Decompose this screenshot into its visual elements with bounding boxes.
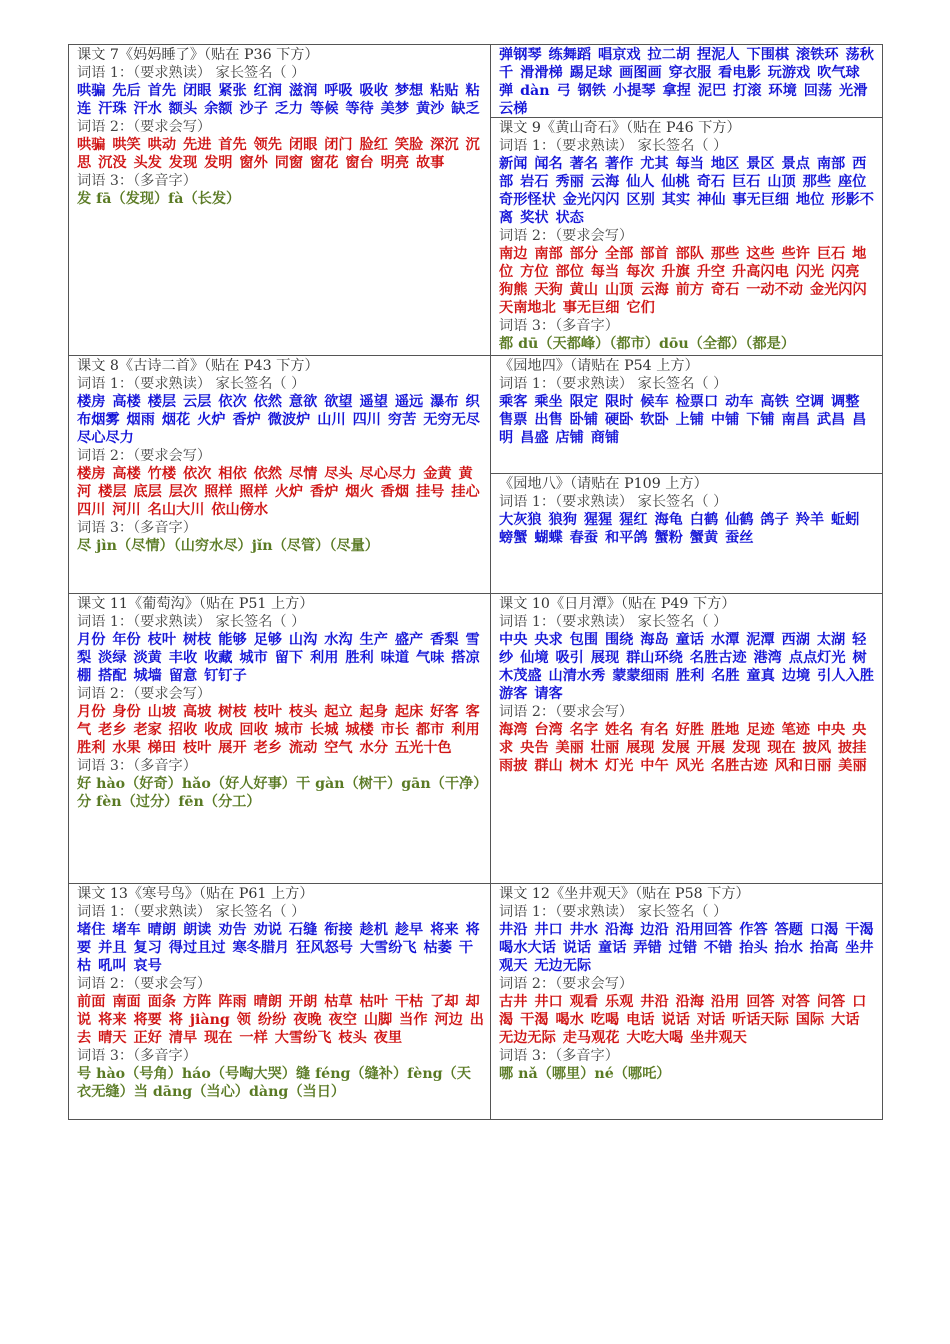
- words-1-label: 词语 1：（要求熟读） 家长签名（ ）: [77, 904, 306, 920]
- words-2-label: 词语 2：（要求会写）: [499, 976, 634, 992]
- sheet-row-4: [69, 884, 883, 1120]
- words-1-label: 词语 1：（要求熟读） 家长签名（ ）: [499, 614, 728, 630]
- words-2-label: 词语 2：（要求会写）: [499, 704, 634, 720]
- words-1-list: 月份 年份 枝叶 树枝 能够 足够 山沟 水沟 生产 盛产 香梨 雪梨 淡绿 淡黄 丰收 收藏 城市 留下 利用 胜利 味道 气味 搭凉棚 搭配 城墙 留意 钉钉子: [77, 632, 480, 684]
- words-1-label: 词语 1：（要求熟读） 家长签名（ ）: [77, 614, 306, 630]
- lesson-title: 课文 10《日月潭》（贴在 P49 下方）: [499, 596, 736, 612]
- words-3-label: 词语 3：（多音字）: [77, 758, 197, 774]
- lesson-title: 课文 13《寒号鸟》（贴在 P61 上方）: [77, 886, 314, 902]
- words-3-label: 词语 3：（多音字）: [499, 1048, 619, 1064]
- lesson-title: 课文 7《妈妈睡了》（贴在 P36 下方）: [77, 47, 319, 63]
- vocabulary-sheet: [68, 44, 883, 1120]
- words-2-list: 哄骗 哄笑 哄动 先进 首先 领先 闭眼 闭门 脸红 笑脸 深沉 沉思 沉没 头发 发现 发明 窗外 同窗 窗花 窗台 明亮 故事: [77, 137, 480, 171]
- words-2-list: 海湾 台湾 名字 姓名 有名 好胜 胜地 足迹 笔迹 中央 央求 央告 美丽 壮丽 展现 发展 开展 发现 现在 披风 披挂 雨披 群山 树木 灯光 中午 风光 名胜古迹 风和日丽 美丽: [499, 722, 867, 774]
- words-2-label: 词语 2：（要求会写）: [77, 976, 212, 992]
- cell-lesson-12: [491, 884, 883, 1120]
- lesson-title: 课文 9《黄山奇石》（贴在 P46 下方）: [499, 120, 741, 136]
- cell-lesson-9: [491, 117, 882, 355]
- lesson-title: 课文 8《古诗二首》（贴在 P43 下方）: [77, 358, 319, 374]
- words-1-label: 词语 1：（要求熟读） 家长签名（ ）: [499, 494, 728, 510]
- words-1-label: 词语 1：（要求熟读） 家长签名（ ）: [77, 65, 306, 81]
- cell-garden-sections: [491, 356, 883, 594]
- words-2-label: 词语 2：（要求会写）: [77, 448, 212, 464]
- words-2-label: 词语 2：（要求会写）: [77, 686, 212, 702]
- words-2-label: 词语 2：（要求会写）: [499, 228, 634, 244]
- polyphone-list: 哪 nǎ（哪里）né（哪吒）: [499, 1066, 671, 1082]
- words-2-list: 古井 井口 观看 乐观 井沿 沿海 沿用 回答 对答 问答 口渴 干渴 喝水 吃喝 电话 说话 对话 听话天际 国际 大话 无边无际 走马观花 大吃大喝 坐井观天: [499, 994, 867, 1046]
- words-3-label: 词语 3：（多音字）: [77, 520, 197, 536]
- words-2-list: 楼房 高楼 竹楼 依次 相依 依然 尽情 尽头 尽心尽力 金黄 黄河 楼层 底层 层次 照样 照样 火炉 香炉 烟火 香烟 挂号 挂心 四川 河川 名山大川 依山傍水: [77, 466, 480, 518]
- words-1-label: 词语 1：（要求熟读） 家长签名（ ）: [499, 376, 728, 392]
- cell-top-words: [491, 45, 882, 117]
- words-list: 弹钢琴 练舞蹈 唱京戏 拉二胡 捏泥人 下围棋 滚铁环 荡秋千 滑滑梯 踢足球 画图画 穿衣服 看电影 玩游戏 吹气球 弹 dàn 弓 钢铁 小提琴 拿捏 泥巴 打滚 环境 回荡 光滑 云梯: [499, 47, 874, 117]
- polyphone-list: 尽 jìn（尽情）（山穷水尽）jǐn（尽管）（尽量）: [77, 538, 379, 554]
- section-title: 《园地八》（请贴在 P109 上方）: [499, 476, 708, 492]
- words-3-label: 词语 3：（多音字）: [77, 173, 197, 189]
- words-1-list: 新闻 闻名 著名 著作 尤其 每当 地区 景区 景点 南部 西部 岩石 秀丽 云海 仙人 仙桃 奇石 巨石 山顶 那些 座位 奇形怪状 金光闪闪 区别 其实 神仙 事无巨细 地位 形影不离 奖状 状态: [499, 156, 874, 226]
- cell-right-top: [491, 45, 883, 356]
- words-3-label: 词语 3：（多音字）: [77, 1048, 197, 1064]
- words-1-list: 堵住 堵车 晴朗 朗读 劝告 劝说 石缝 衔接 趁机 趁早 将来 将要 并且 复习 得过且过 寒冬腊月 狂风怒号 大雪纷飞 枯萎 干枯 吼叫 哀号: [77, 922, 480, 974]
- sheet-row-2: [69, 356, 883, 594]
- lesson-title: 课文 11《葡萄沟》（贴在 P51 上方）: [77, 596, 314, 612]
- cell-garden-8: [491, 473, 882, 549]
- cell-lesson-13: [69, 884, 491, 1120]
- words-1-list: 乘客 乘坐 限定 限时 候车 检票口 动车 高铁 空调 调整 售票 出售 卧铺 硬卧 软卧 上铺 中铺 下铺 南昌 武昌 昌明 昌盛 店铺 商铺: [499, 394, 867, 446]
- polyphone-list: 号 hào（号角）háo（号啕大哭）缝 féng（缝补）fèng（天衣无缝）当 dāng（当心）dàng（当日）: [77, 1066, 471, 1100]
- words-3-label: 词语 3：（多音字）: [499, 318, 619, 334]
- cell-lesson-10: [491, 594, 883, 884]
- words-2-label: 词语 2：（要求会写）: [77, 119, 212, 135]
- words-1-list: 井沿 井口 井水 沿海 边沿 沿用回答 作答 答题 口渴 干渴 喝水大话 说话 童话 弄错 过错 不错 抬头 抬水 抬高 坐井观天 无边无际: [499, 922, 874, 974]
- words-1-label: 词语 1：（要求熟读） 家长签名（ ）: [77, 376, 306, 392]
- cell-garden-4: [491, 356, 882, 473]
- section-title: 《园地四》（请贴在 P54 上方）: [499, 358, 699, 374]
- words-1-list: 大灰狼 狼狗 猩猩 猩红 海龟 白鹤 仙鹤 鸽子 羚羊 蚯蚓 螃蟹 蝴蝶 春蚕 和平鸽 蟹粉 蟹黄 蚕丝: [499, 512, 860, 546]
- sheet-row-3: [69, 594, 883, 884]
- words-2-list: 南边 南部 部分 全部 部首 部队 那些 这些 些许 巨石 地位 方位 部位 每当 每次 升旗 升空 升高闪电 闪光 闪亮 狗熊 天狗 黄山 山顶 云海 前方 奇石 一动不动 金光闪闪 天南地北 事无巨细 它们: [499, 246, 867, 316]
- polyphone-list: 好 hào（好奇）hǎo（好人好事）干 gàn（树干）gān（干净）分 fèn（过分）fēn（分工）: [77, 776, 481, 810]
- lesson-title: 课文 12《坐井观天》（贴在 P58 下方）: [499, 886, 750, 902]
- cell-lesson-8: [69, 356, 491, 594]
- words-1-list: 哄骗 先后 首先 闭眼 紧张 红润 滋润 呼吸 吸收 梦想 粘贴 粘连 汗珠 汗水 额头 余额 沙子 乏力 等候 等待 美梦 黄沙 缺乏: [77, 83, 480, 117]
- words-1-list: 楼房 高楼 楼层 云层 依次 依然 意欲 欲望 遥望 遥远 瀑布 织布烟雾 烟雨 烟花 火炉 香炉 微波炉 山川 四川 穷苦 无穷无尽 尽心尽力: [77, 394, 480, 446]
- sheet-row-1: [69, 45, 883, 356]
- words-1-label: 词语 1：（要求熟读） 家长签名（ ）: [499, 138, 728, 154]
- cell-lesson-7: [69, 45, 491, 356]
- words-1-label: 词语 1：（要求熟读） 家长签名（ ）: [499, 904, 728, 920]
- words-2-list: 月份 身份 山坡 高坡 树枝 枝叶 枝头 起立 起身 起床 好客 客气 老乡 老家 招收 收成 回收 城市 长城 城楼 市长 都市 利用 胜利 水果 梯田 枝叶 展开 老乡 流动 空气 水分 五光十色: [77, 704, 480, 756]
- polyphone-list: 发 fā（发现）fà（长发）: [77, 191, 241, 207]
- polyphone-list: 都 dū（天都峰）（都市）dōu（全都）（都是）: [499, 336, 796, 352]
- words-1-list: 中央 央求 包围 围绕 海岛 童话 水潭 泥潭 西湖 太湖 轻纱 仙境 吸引 展现 群山环绕 名胜古迹 港湾 点点灯光 树木茂盛 山清水秀 蒙蒙细雨 胜利 名胜 童真 边境 引人入胜 游客 请客: [499, 632, 874, 702]
- cell-lesson-11: [69, 594, 491, 884]
- words-2-list: 前面 南面 面条 方阵 阵雨 晴朗 开朗 枯草 枯叶 干枯 了却 却说 将来 将要 将 jiàng 领 纷纷 夜晚 夜空 山脚 当作 河边 出去 晴天 正好 清早 现在 一样 大雪纷飞 枝头 夜里: [77, 994, 484, 1046]
